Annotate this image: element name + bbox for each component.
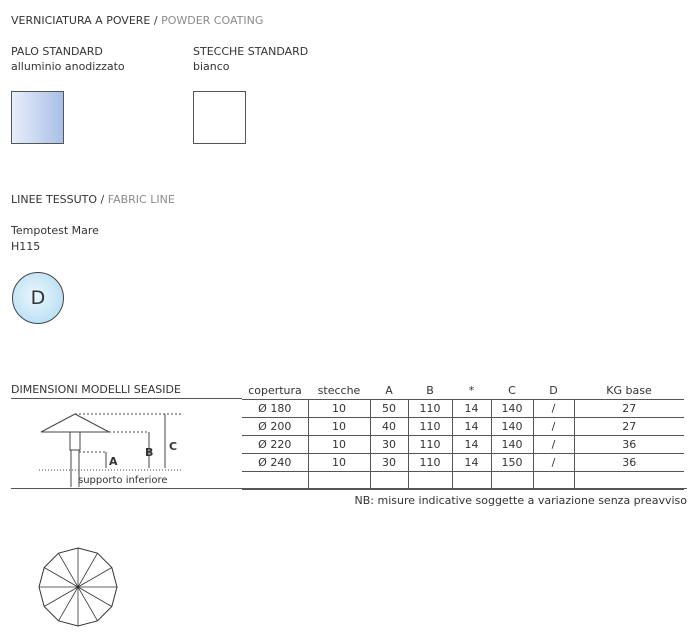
table-row [242,436,684,454]
table-cell: 140 [491,418,533,436]
table-cell: / [533,436,574,454]
table-cell: Ø 240 [242,454,308,472]
table-cell: 27 [574,418,684,436]
table-cell: 110 [408,454,452,472]
dimension-label-a: A [109,455,118,468]
header-kg-base: KG base [574,382,684,400]
table-cell: 27 [574,400,684,418]
table-row [242,454,684,472]
table-cell [491,472,533,490]
table-row [242,400,684,418]
fabric-line-heading [11,193,175,206]
table-cell: 14 [452,436,491,454]
table-cell: / [533,454,574,472]
table-cell: Ø 200 [242,418,308,436]
header-c: C [491,382,533,400]
dimensions-title: DIMENSIONI MODELLI SEASIDE [11,383,181,396]
table-cell: 36 [574,436,684,454]
table-cell: 36 [574,454,684,472]
table-cell: / [533,418,574,436]
table-cell: 30 [370,454,408,472]
fabric-line-separator: / [97,193,108,206]
table-cell: 140 [491,400,533,418]
header-coverage: copertura [242,382,308,400]
umbrella-side-view-icon [11,400,242,488]
table-cell: 110 [408,400,452,418]
dimension-label-c: C [169,440,178,453]
fabric-color-badge [12,272,64,324]
ribs-value: bianco [193,60,230,73]
dimensions-table [242,382,684,490]
table-cell [452,472,491,490]
powder-coating-separator: / [150,14,162,27]
table-header-row [242,382,684,400]
header-d: D [533,382,574,400]
fabric-name: Tempotest Mare [11,224,99,237]
dimensions-title-rule [11,398,242,399]
ribs-label: STECCHE STANDARD [193,45,309,58]
dimension-label-b: B [145,446,154,459]
pole-label: PALO STANDARD [11,45,103,58]
table-cell: 30 [370,436,408,454]
ribs-color-swatch [193,91,246,144]
table-cell: 14 [452,400,491,418]
powder-coating-heading [11,14,263,27]
table-cell: 14 [452,454,491,472]
table-cell [574,472,684,490]
table-cell: 50 [370,400,408,418]
table-cell: 10 [308,436,370,454]
fabric-code: H115 [11,240,41,253]
header-star: * [452,382,491,400]
table-cell: 14 [452,418,491,436]
table-cell [308,472,370,490]
fabric-line-title: LINEE TESSUTO [11,193,98,206]
table-cell: 110 [408,418,452,436]
table-cell: 10 [308,400,370,418]
table-cell: 40 [370,418,408,436]
table-cell: 150 [491,454,533,472]
table-cell: 140 [491,436,533,454]
fabric-badge-letter: D [30,287,46,309]
table-cell: Ø 220 [242,436,308,454]
powder-coating-subtitle: POWDER COATING [161,14,264,27]
table-row [242,472,684,490]
table-cell [370,472,408,490]
powder-coating-title: VERNICIATURA A POVERE [11,14,151,27]
umbrella-top-view-icon [36,545,120,629]
table-cell [408,472,452,490]
table-cell: Ø 180 [242,400,308,418]
table-cell: 110 [408,436,452,454]
table-cell [533,472,574,490]
pole-color-swatch [11,91,64,144]
header-a: A [370,382,408,400]
table-cell [242,472,308,490]
header-ribs: stecche [308,382,370,400]
fabric-line-subtitle: FABRIC LINE [107,193,175,206]
table-cell: 10 [308,454,370,472]
table-cell: 10 [308,418,370,436]
header-b: B [408,382,452,400]
disclaimer-note: NB: misure indicative soggette a variazione senza preavviso [354,494,687,507]
pole-value: alluminio anodizzato [11,60,125,73]
table-row [242,418,684,436]
table-cell: / [533,400,574,418]
support-label: supporto inferiore [78,475,168,486]
